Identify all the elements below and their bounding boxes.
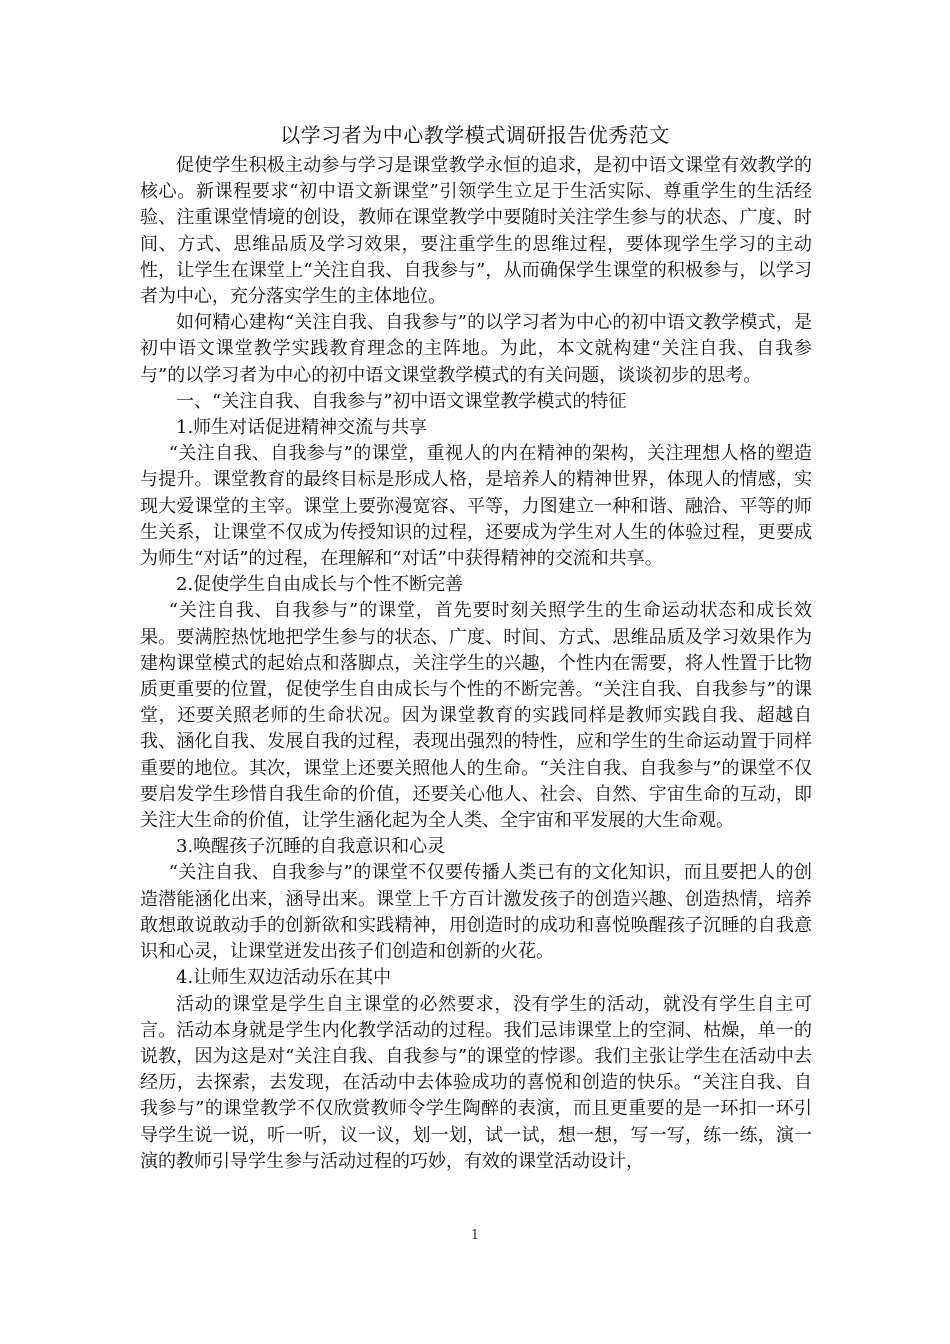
paragraph-growth: “关注自我、自我参与”的课堂，首先要时刻关照学生的生命运动状态和成长效果。要满腔热忱地把学生参与的状态、广度、时间、方式、思维品质及学习效果作为建构课堂模式的起始点和落脚点，关注学生的兴趣，个性内在需要，将人性置于比物质更重要的位置，促使学生自由成长与个性的不断完善。“关注自我、自我参与”的课堂，还要关照老师的生命状况。因为课堂教育的实践同样是教师实践自我、超越自我、涵化自我、发展自我的过程，表现出强烈的特性，应和学生的生命运动置于同样重要的地位。其次，课堂上还要关照他人的生命。“关注自我、自我参与”的课堂不仅要启发学生珍惜自我生命的价值，还要关心他人、社会、自然、宇宙生命的互动，即关注大生命的价值，让学生涵化起为全人类、全宇宙和平发展的大生命观。 <box>140 600 812 832</box>
document-title: 以学习者为中心教学模式调研报告优秀范文 <box>280 123 670 147</box>
subsection-heading-3: 3.唤醒孩子沉睡的自我意识和心灵 <box>176 836 446 858</box>
page-number: 1 <box>470 1228 480 1243</box>
paragraph-intro: 促使学生积极主动参与学习是课堂教学永恒的追求，是初中语文课堂有效教学的核心。新课程要求“初中语文新课堂”引领学生立足于生活实际、尊重学生的生活经验、注重课堂情境的创设，教师在课堂教学中要随时关注学生参与的状态、广度、时间、方式、思维品质及学习效果，要注重学生的思维过程，要体现学生学习的主动性，让学生在课堂上“关注自我、自我参与”，从而确保学生课堂的积极参与，以学习者为中心，充分落实学生的主体地位。 <box>140 155 812 308</box>
paragraph-activity: 活动的课堂是学生自主课堂的必然要求，没有学生的活动，就没有学生自主可言。活动本身就是学生内化教学活动的过程。我们忌讳课堂上的空洞、枯燥，单一的说教，因为这是对“关注自我、自我参与”的课堂的悖谬。我们主张让学生在活动中去经历，去探索，去发现，在活动中去体验成功的喜悦和创造的快乐。“关注自我、自我参与”的课堂教学不仅欣赏教师令学生陶醉的表演，而且更重要的是一环扣一环引导学生说一说，听一听，议一议，划一划，试一试，想一想，写一写，练一练，演一演的教师引导学生参与活动过程的巧妙，有效的课堂活动设计， <box>140 993 812 1172</box>
document-body <box>140 153 812 1175</box>
subsection-heading-2: 2.促使学生自由成长与个性不断完善 <box>176 574 464 596</box>
subsection-heading-1: 1.师生对话促进精神交流与共享 <box>176 417 428 439</box>
paragraph-dialogue: “关注自我、自我参与”的课堂，重视人的内在精神的架构，关注理想人格的塑造与提升。课堂教育的最终目标是形成人格，是培养人的精神世界，体现人的情感，实现大爱课堂的主宰。课堂上要弥漫宽容、平等，力图建立一种和谐、融洽、平等的师生关系，让课堂不仅成为传授知识的过程，还要成为学生对人生的体验过程，更要成为师生“对话”的过程，在理解和“对话”中获得精神的交流和共享。 <box>140 443 812 570</box>
section-heading-1: 一、“关注自我、自我参与”初中语文课堂教学模式的特征 <box>176 390 627 412</box>
paragraph-question: 如何精心建构“关注自我、自我参与”的以学习者为中心的初中语文教学模式，是初中语文课堂教学实践教育理念的主阵地。为此，本文就构建“关注自我、自我参与”的以学习者为中心的初中语文课堂教学模式的有关问题，谈谈初步的思考。 <box>140 312 812 386</box>
paragraph-awaken: “关注自我、自我参与”的课堂不仅要传播人类已有的文化知识，而且要把人的创造潜能涵化出来，涵导出来。课堂上千方百计激发孩子的创造兴趣、创造热情，培养敢想敢说敢动手的创新欲和实践精神，用创造时的成功和喜悦唤醒孩子沉睡的自我意识和心灵，让课堂迸发出孩子们创造和创新的火花。 <box>140 862 812 963</box>
subsection-heading-4: 4.让师生双边活动乐在其中 <box>176 967 392 989</box>
